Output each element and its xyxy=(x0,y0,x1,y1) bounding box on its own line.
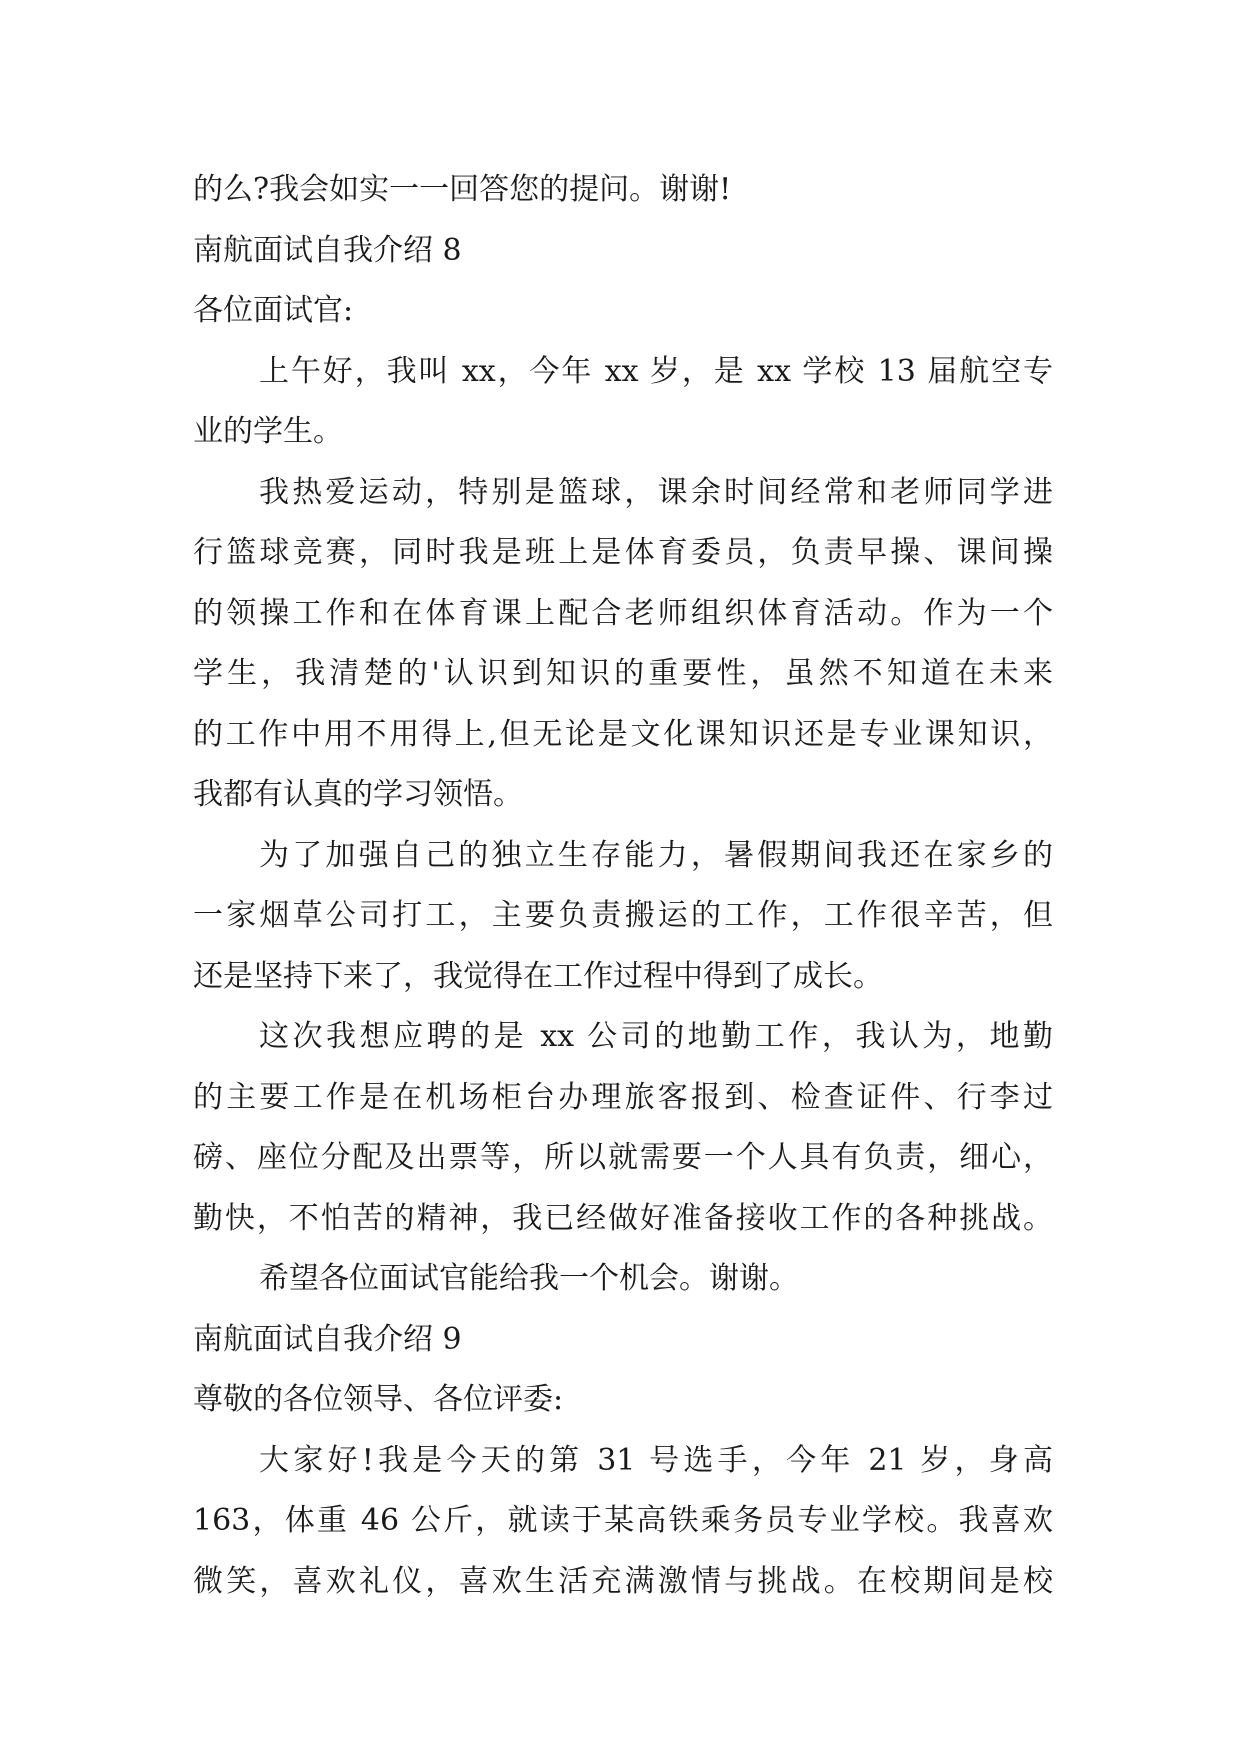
paragraph-line: 学生，我清楚的'认识到知识的重要性，虽然不知道在未来 xyxy=(193,656,1053,691)
paragraph-line: 的领操工作和在体育课上配合老师组织体育活动。作为一个 xyxy=(193,595,1053,631)
paragraph-line: 的主要工作是在机场柜台办理旅客报到、检查证件、行李过 xyxy=(193,1079,1053,1115)
paragraph-line: 我都有认真的学习领悟。 xyxy=(193,777,523,812)
paragraph-line: 磅、座位分配及出票等，所以就需要一个人具有负责，细心， xyxy=(193,1140,1053,1175)
paragraph-line: 行篮球竞赛，同时我是班上是体育委员，负责早操、课间操 xyxy=(193,535,1053,570)
paragraph-line: 为了加强自己的独立生存能力，暑假期间我还在家乡的 xyxy=(259,837,1053,873)
paragraph-line: 163，体重 46 公斤，就读于某高铁乘务员专业学校。我喜欢 xyxy=(193,1503,1053,1538)
paragraph-line: 这次我想应聘的是 xx 公司的地勤工作，我认为，地勤 xyxy=(259,1019,1053,1054)
paragraph-line: 勤快，不怕苦的精神，我已经做好准备接收工作的各种挑战。 xyxy=(193,1200,1053,1236)
section-heading: 南航面试自我介绍 8 xyxy=(193,232,462,268)
document-page xyxy=(193,160,1053,1612)
paragraph-line: 希望各位面试官能给我一个机会。谢谢。 xyxy=(259,1261,799,1296)
paragraph-line: 一家烟草公司打工，主要负责搬运的工作，工作很辛苦，但 xyxy=(193,898,1053,933)
text-line: 的么?我会如实一一回答您的提问。谢谢! xyxy=(193,172,732,207)
paragraph-line: 的工作中用不用得上,但无论是文化课知识还是专业课知识， xyxy=(193,716,1053,752)
salutation: 尊敬的各位领导、各位评委: xyxy=(193,1382,564,1417)
paragraph-line: 还是坚持下来了，我觉得在工作过程中得到了成长。 xyxy=(193,958,883,994)
salutation: 各位面试官: xyxy=(193,293,354,328)
paragraph-line: 我热爱运动，特别是篮球，课余时间经常和老师同学进 xyxy=(259,474,1053,510)
section-heading: 南航面试自我介绍 9 xyxy=(193,1321,462,1357)
paragraph-line: 大家好!我是今天的第 31 号选手，今年 21 岁，身高 xyxy=(259,1442,1053,1478)
paragraph-line: 上午好，我叫 xx，今年 xx 岁，是 xx 学校 13 届航空专 xyxy=(259,353,1053,389)
paragraph-line: 微笑，喜欢礼仪，喜欢生活充满激情与挑战。在校期间是校 xyxy=(193,1563,1053,1599)
paragraph-line: 业的学生。 xyxy=(193,414,343,449)
